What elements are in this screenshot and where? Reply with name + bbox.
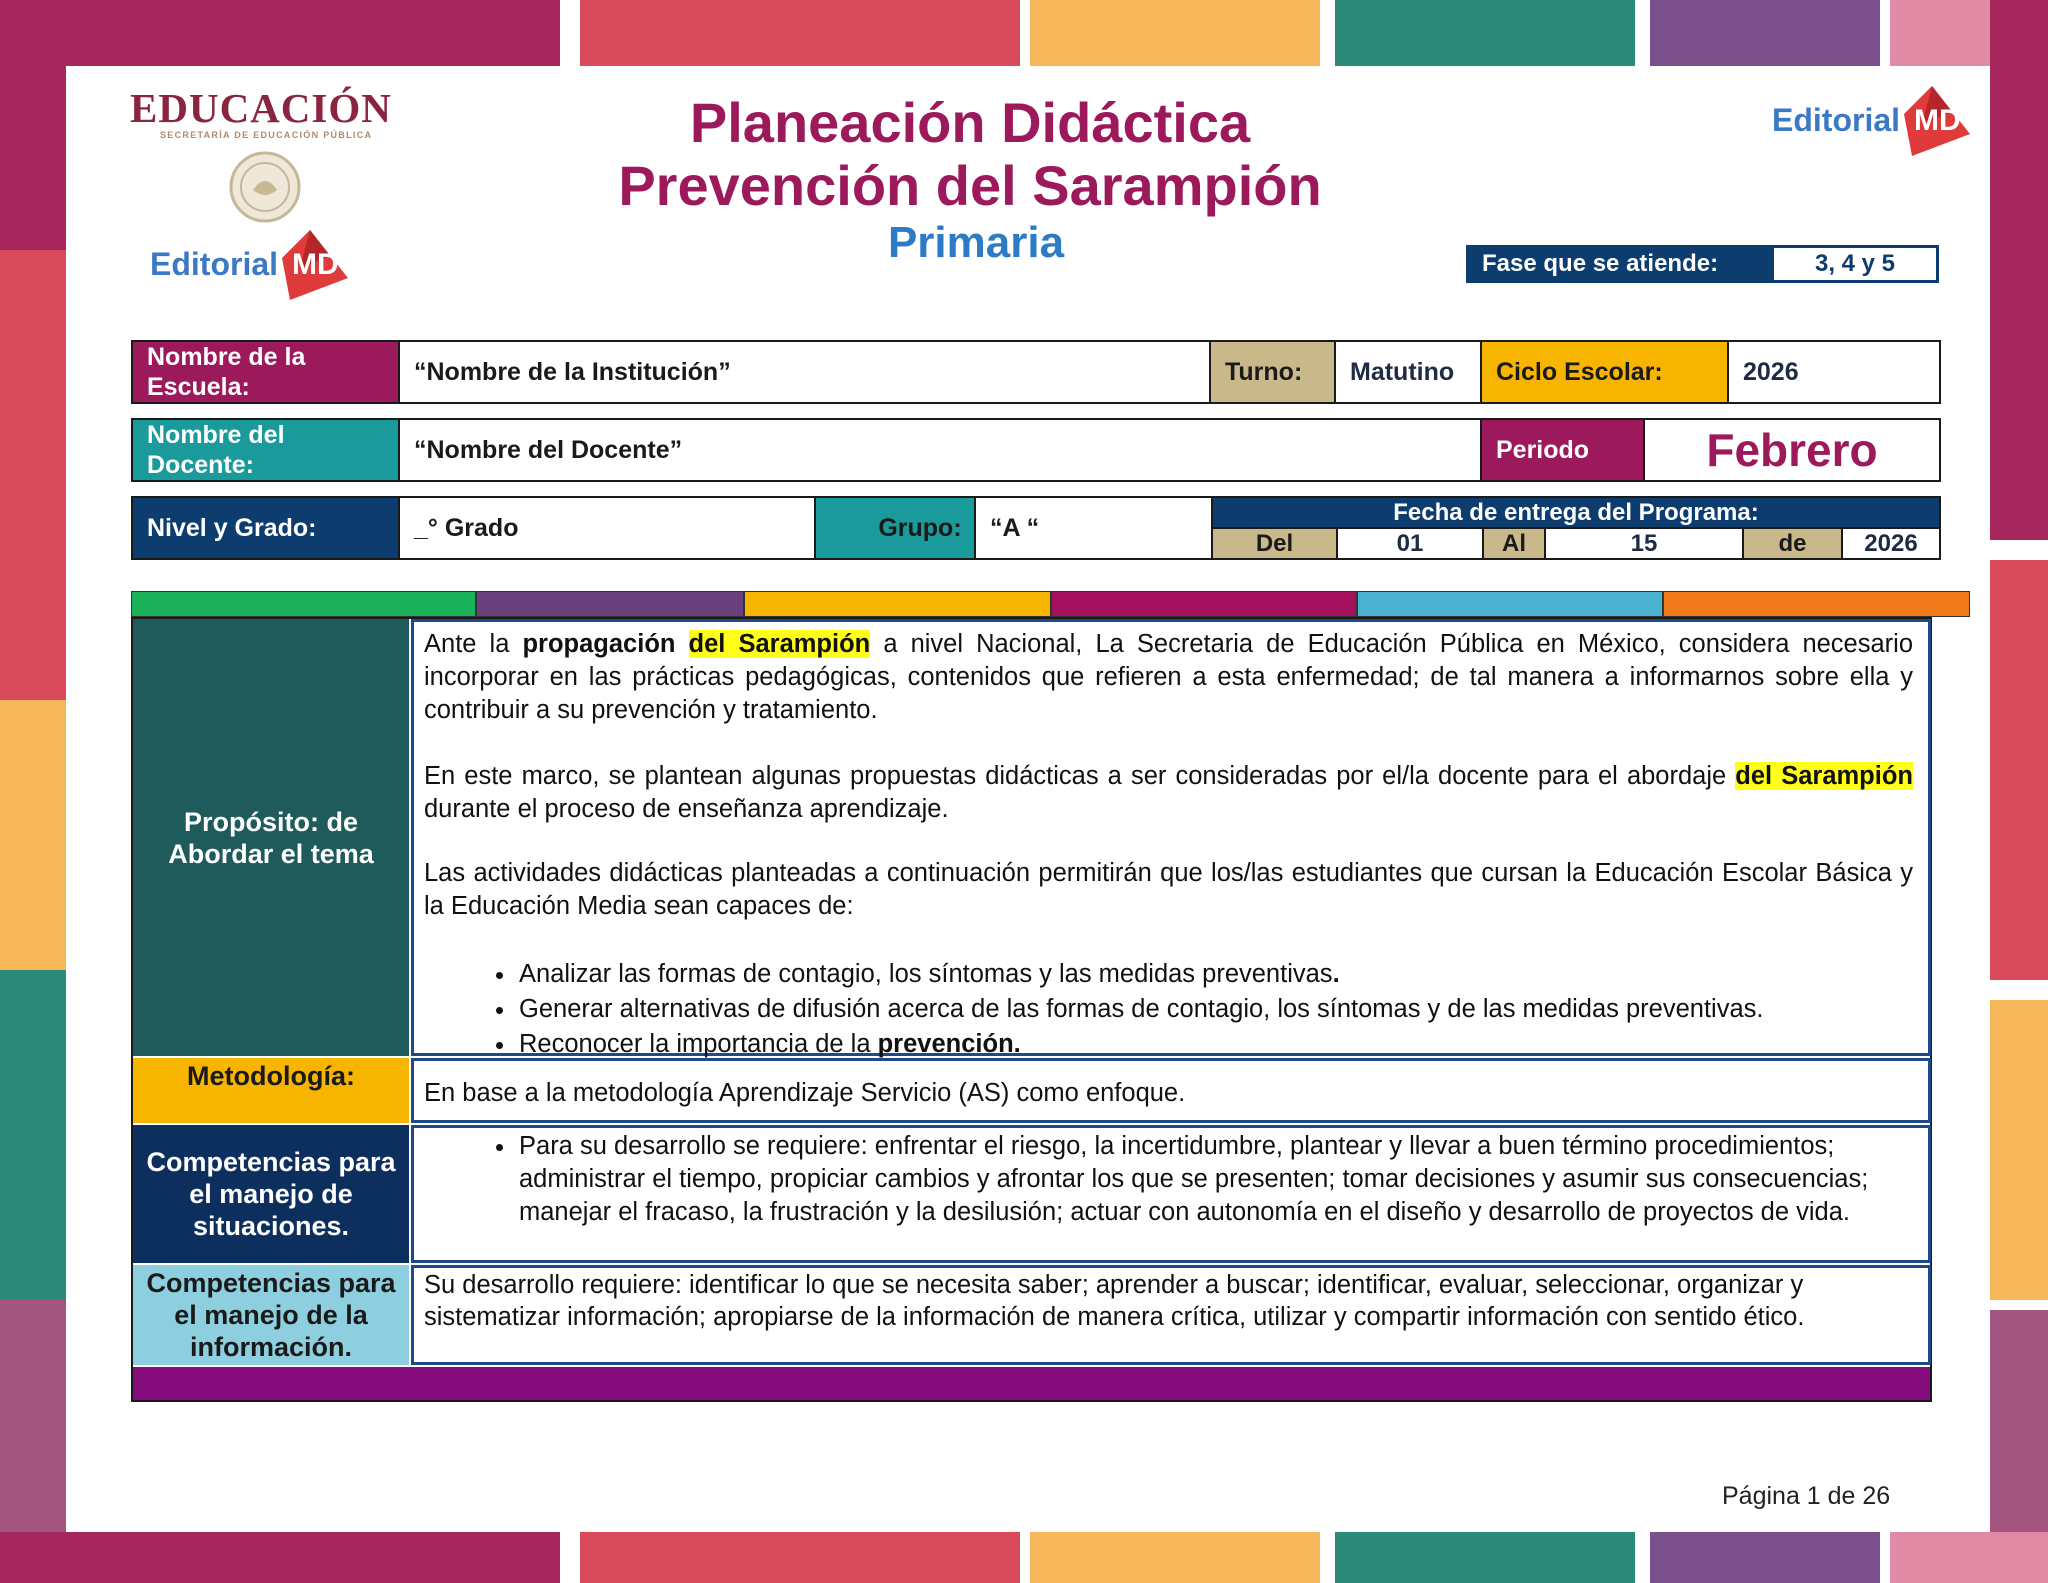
metodologia-content: En base a la metodología Aprendizaje Servicio (AS) como enfoque. [411, 1058, 1931, 1123]
de-value: 2026 [1841, 527, 1941, 560]
docente-value: “Nombre del Docente” [398, 418, 1482, 482]
metodologia-label: Metodología: [133, 1058, 409, 1123]
table-footer-band [133, 1367, 1930, 1400]
de-label: de [1742, 527, 1843, 560]
turno-value: Matutino [1334, 340, 1482, 404]
list-item: • Generar alternativas de difusión acerca de las formas de contagio, los síntomas y de las medidas preventivas. [517, 992, 1913, 1027]
comp-situaciones-content [411, 1125, 1931, 1263]
periodo-label: Periodo [1480, 418, 1645, 482]
escuela-value: “Nombre de la Institución” [398, 340, 1211, 404]
proposito-paragraph-3: Las actividades didácticas planteadas a continuación permitirán que los/las estudiantes que cursan la Educación Escolar Básica y la Educación Media sean capaces de: [424, 859, 1913, 920]
del-value: 01 [1336, 527, 1484, 560]
periodo-value: Febrero [1643, 418, 1941, 482]
proposito-label: Propósito: de Abordar el tema [133, 619, 409, 1056]
comp-informacion-label: Competencias para el manejo de la información. [133, 1265, 409, 1365]
brand-word: Editorial [1772, 101, 1901, 138]
ciclo-label: Ciclo Escolar: [1480, 340, 1729, 404]
brand-mark-icon: MD [1902, 84, 1972, 156]
al-label: Al [1482, 527, 1546, 560]
nivel-value: _° Grado [398, 496, 816, 560]
page-title-line1: Planeación Didáctica [689, 91, 1251, 154]
docente-label: Nombre del Docente: [131, 418, 400, 482]
proposito-paragraph-1: Ante la propagación del Sarampión a nivel Nacional, La Secretaria de Educación Pública en México, considera necesario incorporar en las prácticas pedagógicas, contenidos que refieren a esta enfermedad; de tal manera a informarnos sobre ella y contribuir a su prevención y tratamiento. [424, 630, 1914, 724]
sep-logo-text: EDUCACIÓN [130, 85, 392, 131]
comp-informacion-content: Su desarrollo requiere: identificar lo que se necesita saber; aprender a buscar; identificar, evaluar, seleccionar, organizar y sistematizar información; apropiarse de la información de manera crítica, utilizar y compartir información con sentido ético. [411, 1265, 1931, 1365]
page-number: Página 1 de 26 [1722, 1482, 1891, 1510]
del-label: Del [1211, 527, 1338, 560]
sep-subtitle: SECRETARÍA DE EDUCACIÓN PÚBLICA [160, 130, 373, 140]
proposito-paragraph-2: En este marco, se plantean algunas propuestas didácticas a ser consideradas por el/la docente para el abordaje del Sarampión durante el proceso de enseñanza aprendizaje. [424, 762, 1913, 823]
grupo-label: Grupo: [814, 496, 976, 560]
nivel-label: Nivel y Grado: [131, 496, 400, 560]
proposito-content [411, 619, 1931, 1056]
brand-mark-icon: MD [280, 228, 350, 300]
page-title-line2: Prevención del Sarampión [618, 154, 1322, 217]
list-item: • Para su desarrollo se requiere: enfrentar el riesgo, la incertidumbre, plantear y llevar a buen término procedimientos; administrar el tiempo, propiciar cambios y afrontar los que se presenten; tomar decisiones y asumir sus consecuencias; manejar el fracaso, la frustración y la desilusión; actuar con autonomía en el diseño y desarrollo de proyectos de vida. [517, 1130, 1898, 1229]
fecha-label: Fecha de entrega del Programa: [1211, 496, 1941, 529]
ciclo-value: 2026 [1727, 340, 1941, 404]
page-subtitle: Primaria [887, 218, 1065, 267]
brand-word: Editorial [150, 245, 279, 282]
list-item: • Analizar las formas de contagio, los síntomas y las medidas preventivas. [517, 957, 1913, 992]
turno-label: Turno: [1209, 340, 1336, 404]
comp-situaciones-list [414, 1130, 1898, 1229]
escuela-label: Nombre de la Escuela: [131, 340, 400, 404]
al-value: 15 [1544, 527, 1744, 560]
list-item: • Reconocer la importancia de la prevención. [517, 1027, 1913, 1062]
grupo-value: “A “ [974, 496, 1213, 560]
fase-label: Fase que se atiende: [1466, 245, 1773, 283]
proposito-list [424, 957, 1913, 1062]
comp-situaciones-label: Competencias para el manejo de situaciones. [133, 1125, 409, 1263]
fase-value: 3, 4 y 5 [1771, 245, 1939, 283]
